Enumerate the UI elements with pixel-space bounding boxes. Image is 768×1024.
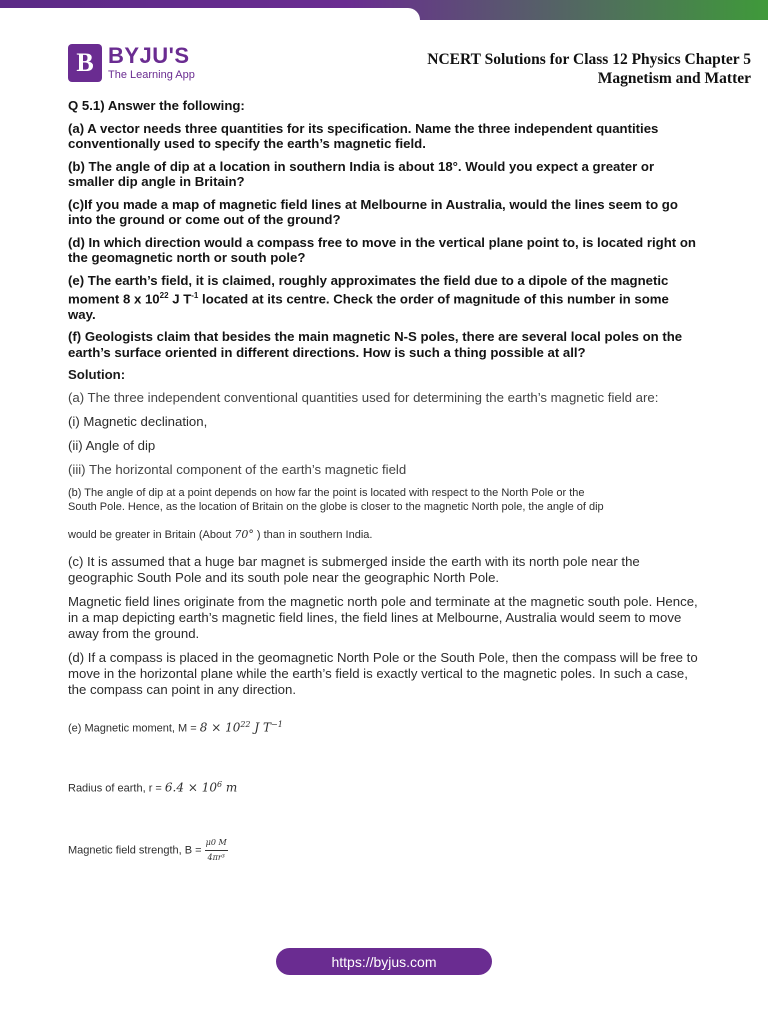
question-part-d: (d) In which direction would a compass free to move in the vertical plane point to, is located right on the geomagnetic north or south pole? — [68, 234, 696, 265]
solution-heading: Solution: — [68, 367, 126, 383]
solution-a-intro: (a) The three independent conventional quantities used for determining the earth’s magnetic field are: — [68, 390, 659, 406]
solution-e-moment: (e) Magnetic moment, $M = 8 \times 10^{22}$ J $T^{-1}$ — [68, 720, 283, 736]
question-part-f: (f) Geologists claim that besides the main magnetic N-S poles, there are several local poles on the earth’s surface oriented in different directions. How is such a thing possible at all? — [68, 329, 683, 360]
document-title-line2: Magnetism and Matter — [597, 70, 751, 87]
solution-b-line2: South Pole. Hence, as the location of Britain on the globe is closer to the magnetic North pole, the angle of dip — [68, 501, 604, 514]
logo-mark-icon: B — [68, 44, 102, 82]
top-color-band — [0, 0, 768, 20]
main-content — [68, 98, 698, 865]
solution-a-item-2: (ii) Angle of dip — [68, 438, 156, 454]
brand-tagline: The Learning App — [108, 69, 195, 81]
solution-c-para2: Magnetic field lines originate from the magnetic north pole and terminate at the magnetic south pole. Hence, in a map depicting earth’s magnetic field lines, the field lines at Melbourne, Australia would seem to move away from the ground. — [68, 594, 698, 642]
question-part-e: (e) The earth’s field, it is claimed, roughly approximates the field due to a dipole of the magnetic moment 8 x $10^{22}$ J $T^{-1}$ located at its centre. Check the order of magnitude of this number in some way. — [68, 272, 669, 322]
solution-d: (d) If a compass is placed in the geomagnetic North Pole or the South Pole, then the compass will be free to move in the horizontal plane while the earth’s field is exactly vertical to the magnetic poles. In such a case, the compass can point in any direction. — [68, 650, 698, 698]
question-part-c: (c)If you made a map of magnetic field lines at Melbourne in Australia, would the lines seem to go into the ground or come out of the ground? — [68, 196, 678, 227]
solution-a-item-1: (i) Magnetic declination, — [68, 414, 208, 430]
solution-e-radius: Radius of earth, $r = 6.4 \times 10^6$ m — [68, 780, 238, 795]
question-part-a: (a) A vector needs three quantities for its specification. Name the three independent quantities conventionally used to specify the earth’s magnetic field. — [68, 120, 659, 151]
solution-e-field: Magnetic field strength, B = $\frac{\mu 0 M}{\text{4πr³}}$ — [68, 836, 698, 865]
document-title-line1: NCERT Solutions for Class 12 Physics Chapter 5 — [427, 51, 751, 68]
field-fraction: $\frac{\mu 0 M}{\text{4πr³}}$ — [205, 837, 227, 862]
solution-c-para1: (c) It is assumed that a huge bar magnet is submerged inside the earth with its north pole near the geographic South Pole and its south pole near the geographic North Pole. — [68, 554, 640, 586]
solution-b-line1: (b) The angle of dip at a point depends on how far the point is located with respect to the North Pole or the — [68, 487, 585, 500]
brand-name: BYJU'S — [108, 43, 190, 68]
question-part-b: (b) The angle of dip at a location in southern India is about 18°. Would you expect a greater or smaller dip angle in Britain? — [68, 158, 655, 189]
footer-url-link[interactable]: https://byjus.com — [276, 948, 492, 975]
solution-b-line3: would be greater in Britain (About 70° ) than in southern India. — [68, 528, 373, 542]
document-title — [427, 50, 751, 88]
solution-a-item-3: (iii) The horizontal component of the earth’s magnetic field — [68, 462, 407, 478]
byjus-logo — [68, 44, 195, 82]
question-heading: Q 5.1) Answer the following: — [68, 98, 245, 113]
